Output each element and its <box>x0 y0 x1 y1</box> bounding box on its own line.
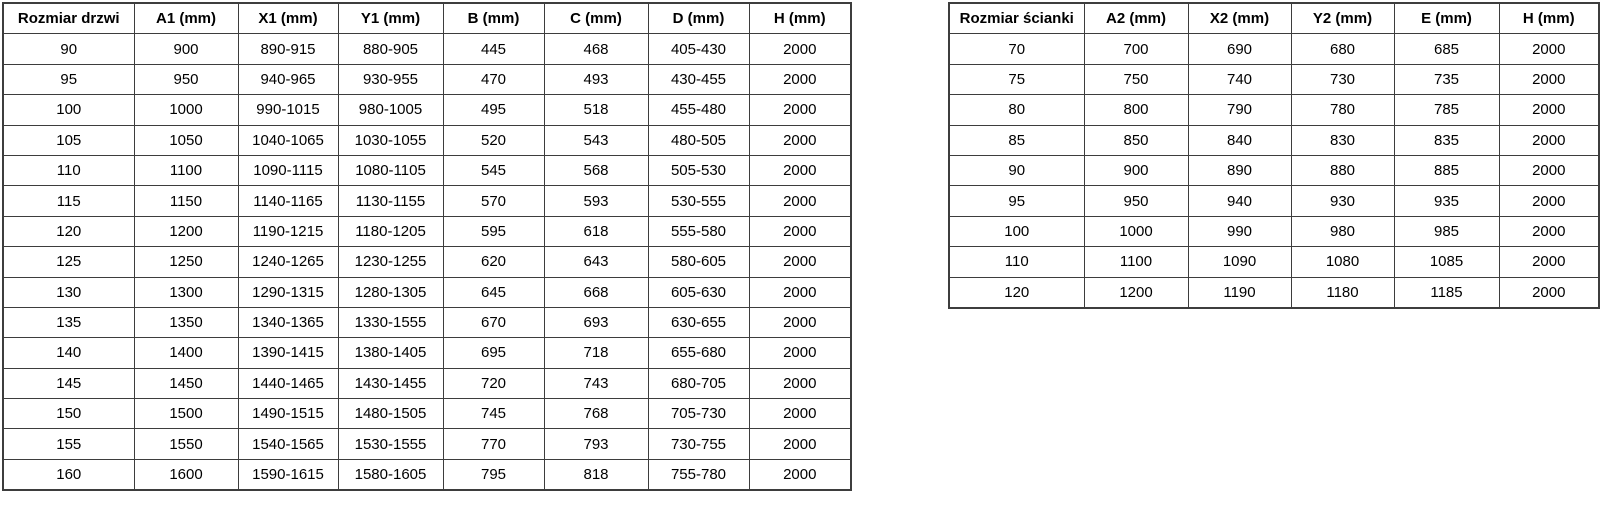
table-cell: 850 <box>1084 125 1188 155</box>
table-cell: 1090 <box>1188 247 1291 277</box>
table-cell: 740 <box>1188 64 1291 94</box>
table-cell: 1530-1555 <box>338 429 443 459</box>
table-cell: 690 <box>1188 34 1291 64</box>
table-cell: 1240-1265 <box>238 247 338 277</box>
table-cell: 1000 <box>1084 216 1188 246</box>
table-cell: 530-555 <box>648 186 749 216</box>
table-row <box>949 34 1599 64</box>
table-cell: 1590-1615 <box>238 459 338 490</box>
table-cell: 2000 <box>749 125 851 155</box>
table-cell: 700 <box>1084 34 1188 64</box>
table-cell: 950 <box>1084 186 1188 216</box>
table-cell: 2000 <box>1499 125 1599 155</box>
table-cell: 2000 <box>749 216 851 246</box>
table-cell: 95 <box>3 64 134 94</box>
table-cell: 705-730 <box>648 399 749 429</box>
table-cell: 595 <box>443 216 544 246</box>
table-cell: 1080 <box>1291 247 1394 277</box>
table-cell: 2000 <box>1499 186 1599 216</box>
table-row <box>949 155 1599 185</box>
table-cell: 518 <box>544 95 648 125</box>
table-cell: 1000 <box>134 95 238 125</box>
table-cell: 720 <box>443 368 544 398</box>
table-cell: 1180 <box>1291 277 1394 308</box>
table-cell: 1480-1505 <box>338 399 443 429</box>
table-cell: 543 <box>544 125 648 155</box>
table-cell: 505-530 <box>648 155 749 185</box>
table-cell: 2000 <box>749 368 851 398</box>
table-cell: 1580-1605 <box>338 459 443 490</box>
table-cell: 1300 <box>134 277 238 307</box>
table-cell: 145 <box>3 368 134 398</box>
table-cell: 980-1005 <box>338 95 443 125</box>
column-header: E (mm) <box>1394 3 1499 34</box>
table-cell: 1150 <box>134 186 238 216</box>
table-cell: 593 <box>544 186 648 216</box>
table-cell: 1090-1115 <box>238 155 338 185</box>
column-header: Y1 (mm) <box>338 3 443 34</box>
table-cell: 405-430 <box>648 34 749 64</box>
table-cell: 2000 <box>749 155 851 185</box>
table-cell: 545 <box>443 155 544 185</box>
table-row <box>949 186 1599 216</box>
column-header: H (mm) <box>749 3 851 34</box>
table-cell: 135 <box>3 307 134 337</box>
table-row <box>3 155 851 185</box>
table-cell: 520 <box>443 125 544 155</box>
table-cell: 455-480 <box>648 95 749 125</box>
table-cell: 568 <box>544 155 648 185</box>
table-cell: 1130-1155 <box>338 186 443 216</box>
wall-sizes-table <box>948 2 1600 309</box>
table-cell: 90 <box>949 155 1084 185</box>
table-cell: 1290-1315 <box>238 277 338 307</box>
table-cell: 1450 <box>134 368 238 398</box>
table-cell: 2000 <box>1499 64 1599 94</box>
table-cell: 935 <box>1394 186 1499 216</box>
column-header: B (mm) <box>443 3 544 34</box>
table-cell: 90 <box>3 34 134 64</box>
table-cell: 630-655 <box>648 307 749 337</box>
table-cell: 680 <box>1291 34 1394 64</box>
table-cell: 770 <box>443 429 544 459</box>
table-cell: 890 <box>1188 155 1291 185</box>
table-cell: 2000 <box>749 34 851 64</box>
table-cell: 880-905 <box>338 34 443 64</box>
table-cell: 2000 <box>1499 155 1599 185</box>
table-cell: 735 <box>1394 64 1499 94</box>
table-cell: 890-915 <box>238 34 338 64</box>
column-header: H (mm) <box>1499 3 1599 34</box>
table-cell: 1085 <box>1394 247 1499 277</box>
table-cell: 2000 <box>749 186 851 216</box>
table-row <box>3 95 851 125</box>
table-cell: 80 <box>949 95 1084 125</box>
table-cell: 885 <box>1394 155 1499 185</box>
table-cell: 780 <box>1291 95 1394 125</box>
door-sizes-table <box>2 2 852 491</box>
table-cell: 730 <box>1291 64 1394 94</box>
table-cell: 620 <box>443 247 544 277</box>
table-cell: 835 <box>1394 125 1499 155</box>
table-cell: 695 <box>443 338 544 368</box>
table-cell: 818 <box>544 459 648 490</box>
table-cell: 1500 <box>134 399 238 429</box>
header-row <box>3 3 851 34</box>
column-header: Rozmiar ścianki <box>949 3 1084 34</box>
table-cell: 668 <box>544 277 648 307</box>
table-cell: 755-780 <box>648 459 749 490</box>
table-cell: 1380-1405 <box>338 338 443 368</box>
table-cell: 100 <box>949 216 1084 246</box>
table-cell: 900 <box>1084 155 1188 185</box>
table-cell: 1230-1255 <box>338 247 443 277</box>
table-cell: 1250 <box>134 247 238 277</box>
table-cell: 750 <box>1084 64 1188 94</box>
table-row <box>949 125 1599 155</box>
table-row <box>3 429 851 459</box>
table-cell: 1200 <box>1084 277 1188 308</box>
table-cell: 1200 <box>134 216 238 246</box>
column-header: X1 (mm) <box>238 3 338 34</box>
table-row <box>3 307 851 337</box>
table-cell: 468 <box>544 34 648 64</box>
table-cell: 2000 <box>749 338 851 368</box>
table-cell: 745 <box>443 399 544 429</box>
table-cell: 70 <box>949 34 1084 64</box>
table-cell: 940 <box>1188 186 1291 216</box>
table-cell: 2000 <box>1499 247 1599 277</box>
table-cell: 1100 <box>1084 247 1188 277</box>
column-header: A1 (mm) <box>134 3 238 34</box>
table-cell: 1100 <box>134 155 238 185</box>
table-cell: 150 <box>3 399 134 429</box>
table-cell: 1180-1205 <box>338 216 443 246</box>
table-row <box>3 277 851 307</box>
table-cell: 2000 <box>1499 95 1599 125</box>
table-cell: 680-705 <box>648 368 749 398</box>
column-header: A2 (mm) <box>1084 3 1188 34</box>
table-cell: 930-955 <box>338 64 443 94</box>
table-cell: 1340-1365 <box>238 307 338 337</box>
table-cell: 480-505 <box>648 125 749 155</box>
table-cell: 2000 <box>749 247 851 277</box>
table-cell: 618 <box>544 216 648 246</box>
table-cell: 645 <box>443 277 544 307</box>
table-cell: 1440-1465 <box>238 368 338 398</box>
table-cell: 900 <box>134 34 238 64</box>
table-cell: 743 <box>544 368 648 398</box>
table-cell: 990 <box>1188 216 1291 246</box>
table-cell: 718 <box>544 338 648 368</box>
table-row <box>949 247 1599 277</box>
table-cell: 655-680 <box>648 338 749 368</box>
table-cell: 85 <box>949 125 1084 155</box>
table-cell: 495 <box>443 95 544 125</box>
table-cell: 795 <box>443 459 544 490</box>
table-cell: 1185 <box>1394 277 1499 308</box>
table-cell: 670 <box>443 307 544 337</box>
table-row <box>3 459 851 490</box>
table-cell: 125 <box>3 247 134 277</box>
table-cell: 950 <box>134 64 238 94</box>
table-cell: 430-455 <box>648 64 749 94</box>
table-row <box>3 338 851 368</box>
table-cell: 793 <box>544 429 648 459</box>
table-cell: 160 <box>3 459 134 490</box>
table-cell: 2000 <box>1499 34 1599 64</box>
table-cell: 643 <box>544 247 648 277</box>
table-cell: 155 <box>3 429 134 459</box>
table-cell: 2000 <box>749 459 851 490</box>
table-row <box>3 368 851 398</box>
column-header: C (mm) <box>544 3 648 34</box>
table-cell: 115 <box>3 186 134 216</box>
table-row <box>3 34 851 64</box>
table-cell: 110 <box>3 155 134 185</box>
table-cell: 1190 <box>1188 277 1291 308</box>
table-cell: 785 <box>1394 95 1499 125</box>
table-cell: 1030-1055 <box>338 125 443 155</box>
table-cell: 580-605 <box>648 247 749 277</box>
table-row <box>949 216 1599 246</box>
table-cell: 1400 <box>134 338 238 368</box>
table-cell: 1390-1415 <box>238 338 338 368</box>
table-cell: 120 <box>949 277 1084 308</box>
table-cell: 1140-1165 <box>238 186 338 216</box>
table-cell: 2000 <box>749 64 851 94</box>
table-cell: 693 <box>544 307 648 337</box>
table-cell: 470 <box>443 64 544 94</box>
table-row <box>3 216 851 246</box>
table-cell: 1490-1515 <box>238 399 338 429</box>
table-cell: 985 <box>1394 216 1499 246</box>
table-cell: 1080-1105 <box>338 155 443 185</box>
table-cell: 1280-1305 <box>338 277 443 307</box>
table-cell: 555-580 <box>648 216 749 246</box>
header-row <box>949 3 1599 34</box>
table-cell: 1040-1065 <box>238 125 338 155</box>
column-header: Rozmiar drzwi <box>3 3 134 34</box>
table-cell: 2000 <box>749 429 851 459</box>
table-row <box>3 247 851 277</box>
table-cell: 1050 <box>134 125 238 155</box>
table-cell: 1540-1565 <box>238 429 338 459</box>
table-cell: 768 <box>544 399 648 429</box>
table-cell: 2000 <box>1499 216 1599 246</box>
table-cell: 2000 <box>749 277 851 307</box>
table-cell: 2000 <box>1499 277 1599 308</box>
table-cell: 1430-1455 <box>338 368 443 398</box>
table-row <box>3 399 851 429</box>
table-cell: 75 <box>949 64 1084 94</box>
table-row <box>949 64 1599 94</box>
table-cell: 95 <box>949 186 1084 216</box>
table-row <box>949 277 1599 308</box>
table-cell: 1600 <box>134 459 238 490</box>
table-cell: 730-755 <box>648 429 749 459</box>
table-cell: 840 <box>1188 125 1291 155</box>
table-cell: 940-965 <box>238 64 338 94</box>
table-cell: 980 <box>1291 216 1394 246</box>
column-header: Y2 (mm) <box>1291 3 1394 34</box>
table-cell: 1350 <box>134 307 238 337</box>
table-cell: 2000 <box>749 95 851 125</box>
table-row <box>3 125 851 155</box>
table-cell: 790 <box>1188 95 1291 125</box>
table-row <box>3 64 851 94</box>
table-cell: 930 <box>1291 186 1394 216</box>
table-cell: 105 <box>3 125 134 155</box>
table-cell: 830 <box>1291 125 1394 155</box>
table-cell: 110 <box>949 247 1084 277</box>
table-cell: 100 <box>3 95 134 125</box>
table-cell: 990-1015 <box>238 95 338 125</box>
table-cell: 1550 <box>134 429 238 459</box>
column-header: D (mm) <box>648 3 749 34</box>
table-cell: 1330-1555 <box>338 307 443 337</box>
table-cell: 800 <box>1084 95 1188 125</box>
table-cell: 445 <box>443 34 544 64</box>
table-cell: 140 <box>3 338 134 368</box>
table-cell: 685 <box>1394 34 1499 64</box>
table-cell: 2000 <box>749 307 851 337</box>
table-cell: 2000 <box>749 399 851 429</box>
table-row <box>3 186 851 216</box>
table-cell: 605-630 <box>648 277 749 307</box>
table-cell: 570 <box>443 186 544 216</box>
table-cell: 1190-1215 <box>238 216 338 246</box>
table-cell: 120 <box>3 216 134 246</box>
table-row <box>949 95 1599 125</box>
table-cell: 880 <box>1291 155 1394 185</box>
column-header: X2 (mm) <box>1188 3 1291 34</box>
table-cell: 130 <box>3 277 134 307</box>
table-cell: 493 <box>544 64 648 94</box>
